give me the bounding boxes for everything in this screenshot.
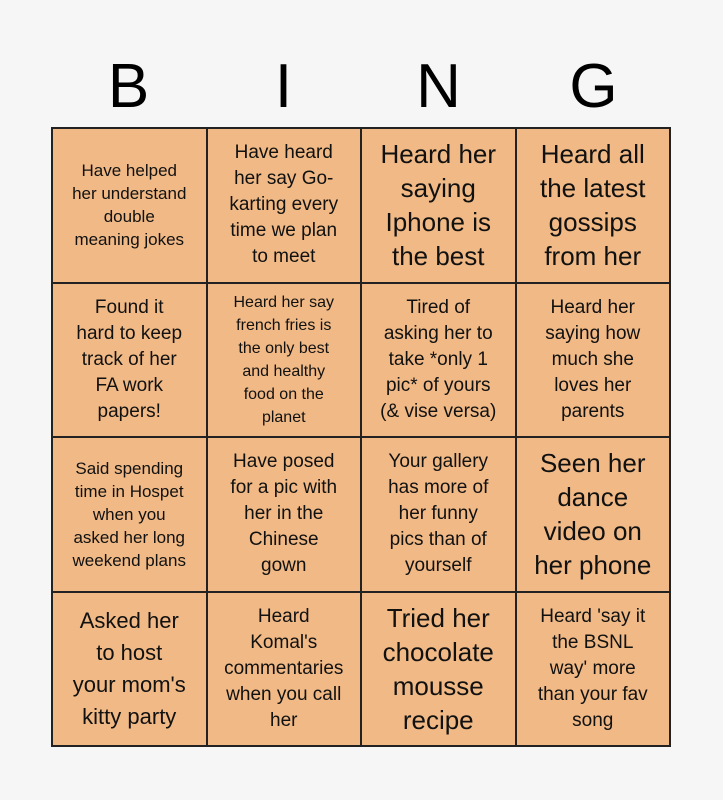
cell-text: Heard 'say it the BSNL way' more than your fav song (537, 605, 648, 731)
cell-text: Have posed for a pic with her in the Chinese gown (230, 451, 338, 577)
bingo-cell-r3c4[interactable] (516, 437, 671, 592)
header-letter-n: N (416, 52, 461, 121)
bingo-cell-r2c1[interactable] (52, 283, 207, 438)
header-letter-b: B (107, 52, 150, 121)
bingo-cell-r4c4[interactable] (516, 592, 671, 747)
bingo-cell-r3c1[interactable] (52, 437, 207, 592)
cell-text: Said spending time in Hospet when you asked her long weekend plans (72, 458, 186, 570)
bingo-cell-r4c1[interactable] (52, 592, 207, 747)
cell-text: Heard all the latest gossips from her (539, 139, 646, 272)
bingo-cell-r1c1[interactable] (52, 128, 207, 283)
bingo-cell-r4c3[interactable] (361, 592, 516, 747)
cell-text: Found it hard to keep track of her FA work papers! (76, 296, 183, 422)
cell-text: Your gallery has more of her funny pics than of yourself (388, 451, 489, 577)
cell-text: Heard her saying Iphone is the best (380, 139, 497, 272)
bingo-cell-r3c2[interactable] (207, 437, 362, 592)
cell-text: Seen her dance video on her phone (534, 448, 652, 581)
header-letter-g: G (569, 52, 618, 121)
bingo-cell-r4c2[interactable] (207, 592, 362, 747)
bingo-header (51, 52, 671, 122)
cell-text: Tried her chocolate mousse recipe (382, 602, 494, 735)
header-letter-i: I (274, 52, 293, 121)
bingo-cell-r2c2[interactable] (207, 283, 362, 438)
bingo-cell-r2c4[interactable] (516, 283, 671, 438)
cell-text: Have helped her understand double meaning jokes (72, 161, 187, 250)
bingo-cell-r1c3[interactable] (361, 128, 516, 283)
bingo-cell-r1c2[interactable] (207, 128, 362, 283)
bingo-cell-r2c3[interactable] (361, 283, 516, 438)
cell-text: Heard Komal's commentaries when you call her (224, 605, 344, 731)
bingo-cell-r3c3[interactable] (361, 437, 516, 592)
cell-text: Heard her saying how much she loves her parents (545, 296, 641, 422)
bingo-board (51, 127, 671, 747)
cell-text: Tired of asking her to take *only 1 pic* of yours (& vise versa) (380, 296, 497, 422)
bingo-cell-r1c4[interactable] (516, 128, 671, 283)
cell-text: Have heard her say Go- karting every time we plan to meet (229, 142, 339, 268)
cell-text: Asked her to host your mom's kitty party (72, 607, 186, 729)
cell-text: Heard her say french fries is the only best and healthy food on the planet (233, 293, 334, 426)
